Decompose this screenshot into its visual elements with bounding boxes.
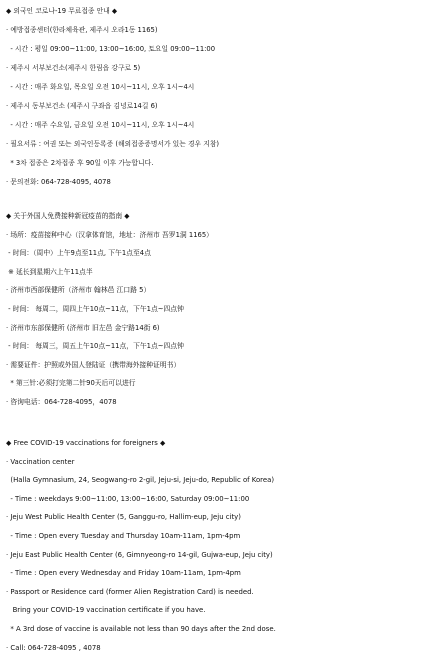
english-line: Bring your COVID-19 vaccination certificate if you have. [6,606,206,615]
chinese-title: ◆ 关于外国人免费接种新冠疫苗的指南 ◆ [6,212,130,220]
english-line: · Jeju East Public Health Center (6, Gimnyeong-ro 14-gil, Gujwa-eup, Jeju city) [6,550,273,559]
english-line: - Time : weekdays 9:00~11:00, 13:00~16:00, Saturday 09:00~11:00 [6,494,250,503]
english-section [0,434,445,657]
english-line: · Jeju West Public Health Center (5, Ganggu-ro, Hallim-eup, Jeju city) [6,513,241,522]
chinese-line: · 咨询电话：064-728-4095，4078 [6,397,117,406]
chinese-line: - 时间： 每周二，周四上午10点~11点，下午1点~四点钟 [6,304,184,313]
korean-line: · 제주시 동부보건소 (제주시 구좌읍 김녕로14길 6) [6,102,158,110]
chinese-line: * 第三针:必须打完第二针90天后可以进行 [6,379,136,388]
korean-line: - 시간 : 매주 수요일, 금요일 오전 10시~11시, 오후 1시~4시 [6,121,195,129]
english-line: * A 3rd dose of vaccine is available not less than 90 days after the 2nd dose. [6,624,276,633]
korean-line: · 필요서류 : 여권 또는 외국인등록증 (해외접종증명서가 있는 경우 지참) [6,140,220,148]
chinese-line: · 济州市东部保健所 (济州市 旧左邑 金宁路14街 6) [6,323,160,332]
english-title: ◆ Free COVID-19 vaccinations for foreigners ◆ [6,439,166,447]
korean-line: · 문의전화: 064-728-4095, 4078 [6,178,111,186]
chinese-line: - 时间：（周中）上午9点至11点, 下午1点至4点 [6,249,151,258]
english-line: - Time : Open every Tuesday and Thursday 10am-11am, 1pm-4pm [6,531,241,540]
english-line: - Time : Open every Wednesday and Friday 10am-11am, 1pm-4pm [6,569,241,578]
chinese-line: · 需要证件：护照或外国人登陆证（携带海外接种证明书） [6,360,181,369]
korean-title: ◆ 외국인 코로나-19 무료접종 안내 ◆ [6,7,118,15]
korean-line: - 시간 : 평일 09:00~11:00, 13:00~16:00, 토요일 09:00~11:00 [6,45,216,53]
korean-line: · 예방접종센터(한라체육관, 제주시 오라1동 1165) [6,26,158,34]
korean-line: · 제주시 서부보건소(제주시 한림읍 강구로 5) [6,64,141,72]
korean-section [0,2,445,192]
english-line: (Halla Gymnasium, 24, Seogwang-ro 2-gil, Jeju-si, Jeju-do, Republic of Korea) [6,476,275,485]
english-line: · Vaccination center [6,457,75,466]
korean-line: * 3차 접종은 2차접종 후 90일 이후 가능합니다. [6,159,154,167]
korean-line: - 시간 : 매주 화요일, 목요일 오전 10시~11시, 오후 1시~4시 [6,83,195,91]
english-line: · Call: 064-728-4095 , 4078 [6,643,101,652]
chinese-line: · 济州市西部保健所（济州市 翰林邑 江口路 5） [6,286,151,295]
chinese-line: · 场所：疫苗接种中心（汉拿体育馆，地址：济州市 吾罗1洞 1165） [6,230,213,239]
chinese-line: - 时间： 每周三，周五上午10点~11点，下午1点~四点钟 [6,342,184,351]
english-line: · Passport or Residence card (former Alien Registration Card) is needed. [6,587,254,596]
chinese-line: ※ 延长到星期六上午11点半 [6,267,93,276]
chinese-section [0,207,445,412]
